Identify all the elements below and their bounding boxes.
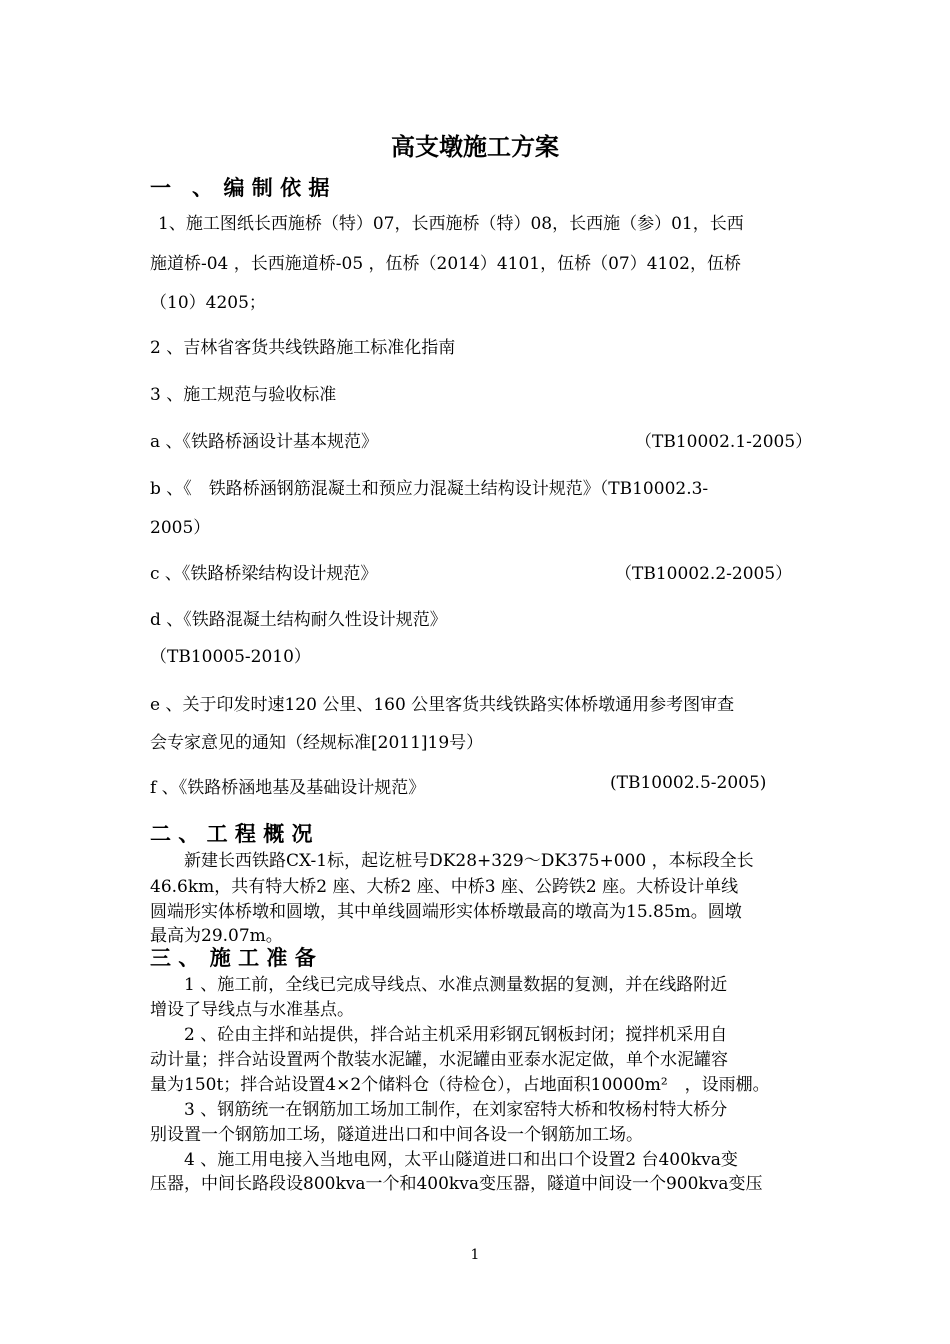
standard-c-label: c 、《铁路桥梁结构设计规范》 bbox=[150, 564, 378, 584]
basis-item-2: 2 、吉林省客货共线铁路施工标准化指南 bbox=[150, 338, 456, 358]
standard-d-line-1: d 、《铁路混凝土结构耐久性设计规范》 bbox=[150, 610, 447, 630]
basis-item-1-line-3: （10）4205； bbox=[150, 293, 266, 313]
preparation-line-3: 2 、砼由主拌和站提供，拌合站主机采用彩钢瓦钢板封闭；搅拌机采用自 bbox=[150, 1025, 728, 1045]
page-number: 1 bbox=[470, 1247, 480, 1263]
overview-line-2: 46.6km，共有特大桥2 座、大桥2 座、中桥3 座、公跨铁2 座。大桥设计单线 bbox=[150, 877, 739, 897]
preparation-line-8: 4 、施工用电接入当地电网，太平山隧道进口和出口个设置2 台400kva变 bbox=[150, 1150, 738, 1170]
preparation-line-2: 增设了导线点与水准基点。 bbox=[150, 1000, 354, 1020]
standard-c-code: （TB10002.2-2005） bbox=[615, 564, 793, 584]
section-2-heading: 二 、 工 程 概 况 bbox=[150, 821, 313, 846]
overview-line-1: 新建长西铁路CX-1标，起讫桩号DK28+329～DK375+000 ，本标段全长 bbox=[150, 851, 754, 871]
section-1-heading: 一 、 编 制 依 据 bbox=[150, 175, 330, 200]
preparation-line-1: 1 、施工前，全线已完成导线点、水准点测量数据的复测，并在线路附近 bbox=[150, 975, 728, 995]
standard-b-line-2: 2005） bbox=[150, 518, 211, 538]
standard-c bbox=[150, 559, 793, 584]
preparation-line-6: 3 、钢筋统一在钢筋加工场加工制作，在刘家窑特大桥和牧杨村特大桥分 bbox=[150, 1100, 728, 1120]
standard-a-label: a 、《铁路桥涵设计基本规范》 bbox=[150, 432, 379, 452]
basis-item-1-line-2: 施道桥-04 ，长西施道桥-05 ，伍桥（2014）4101，伍桥（07）4102，伍桥 bbox=[150, 254, 741, 274]
standard-f-code: (TB10002.5-2005) bbox=[610, 773, 767, 793]
overview-line-3: 圆端形实体桥墩和圆墩，其中单线圆端形实体桥墩最高的墩高为15.85m。圆墩 bbox=[150, 902, 742, 922]
standard-a-code: （TB10002.1-2005） bbox=[635, 432, 813, 452]
overview-line-4: 最高为29.07m。 bbox=[150, 926, 283, 946]
document-title: 高支墩施工方案 bbox=[391, 132, 559, 161]
preparation-line-5: 量为150t；拌合站设置4×2个储料仓（待检仓），占地面积10000m² ，设雨棚。 bbox=[150, 1075, 770, 1095]
standard-f-label: f 、《铁路桥涵地基及基础设计规范》 bbox=[150, 778, 426, 798]
standard-a bbox=[150, 427, 813, 452]
preparation-line-7: 别设置一个钢筋加工场，隧道进出口和中间各设一个钢筋加工场。 bbox=[150, 1125, 643, 1145]
standard-e-line-2: 会专家意见的通知（经规标准[2011]19号） bbox=[150, 733, 484, 753]
section-3-heading: 三 、 施 工 准 备 bbox=[150, 945, 316, 970]
standard-d-line-2: （TB10005-2010） bbox=[150, 647, 311, 667]
basis-item-1-line-1: 1、施工图纸长西施桥（特）07，长西施桥（特）08，长西施（参）01，长西 bbox=[158, 214, 744, 234]
preparation-line-9: 压器，中间长路段设800kva一个和400kva变压器，隧道中间设一个900kva变压 bbox=[150, 1174, 763, 1194]
standard-f bbox=[150, 773, 790, 798]
preparation-line-4: 动计量；拌合站设置两个散装水泥罐，水泥罐由亚泰水泥定做，单个水泥罐容 bbox=[150, 1050, 728, 1070]
standard-b-line-1: b 、《 铁路桥涵钢筋混凝土和预应力混凝土结构设计规范》（TB10002.3- bbox=[150, 479, 709, 499]
basis-item-3: 3 、施工规范与验收标准 bbox=[150, 385, 337, 405]
standard-e-line-1: e 、关于印发时速120 公里、160 公里客货共线铁路实体桥墩通用参考图审查 bbox=[150, 695, 735, 715]
